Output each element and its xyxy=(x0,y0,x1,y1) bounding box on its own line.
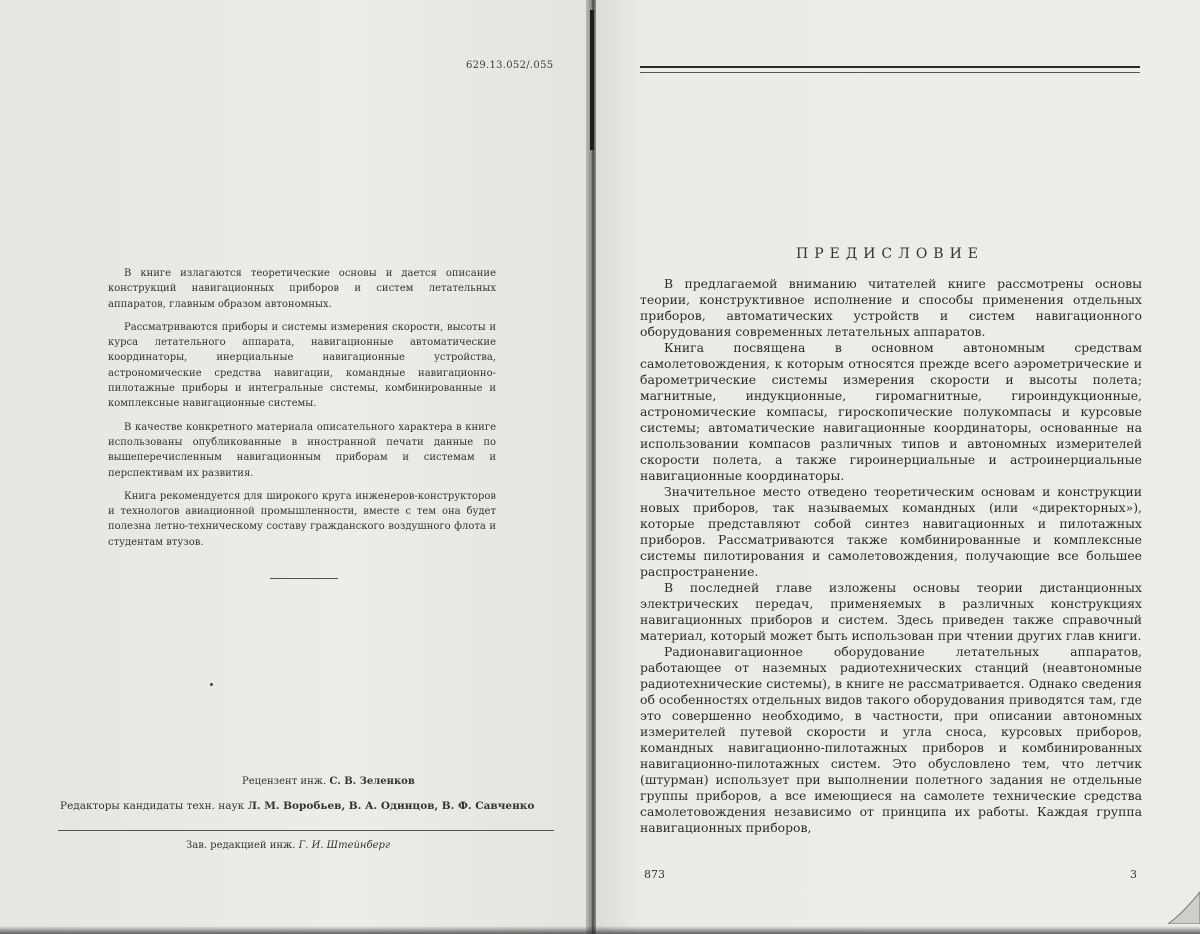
head-editor-name: Г. И. Штейнберг xyxy=(298,840,390,851)
preface-paragraph: В предлагаемой вниманию читателей книге рассмотрены основы теории, конструктивное исполнение и способы применения отдельных приборов, автоматических устройств и систем навигационного оборудования современных летательных аппаратов. xyxy=(640,276,1142,339)
ink-speck xyxy=(210,683,213,686)
abstract-paragraph: В книге излагаются теоретические основы и дается описание конструкций навигационных приборов и систем летательных аппаратов, главным образом автономных. xyxy=(108,268,496,310)
reviewer-name: С. В. Зеленков xyxy=(329,776,415,787)
reviewer-credit xyxy=(242,776,415,787)
preface-title: ПРЕДИСЛОВИЕ xyxy=(795,246,985,262)
preface-paragraph: Значительное место отведено теоретическим основам и конструкции новых приборов, так называемых командных (или «директорных»), которые представляют собой синтез навигационных и пилотажных приборов. Рассматриваются также комбинированные и комплексные системы пилотирования и самолетовождения, получающие все большее распространение. xyxy=(640,484,1142,579)
page-corner-icon xyxy=(1160,884,1200,924)
reviewer-role: Рецензент инж. xyxy=(242,776,327,787)
abstract-divider xyxy=(270,578,338,579)
left-page xyxy=(0,0,588,934)
editors-names: Л. М. Воробьев, В. А. Одинцов, В. Ф. Савченко xyxy=(247,800,535,812)
header-rule-thin xyxy=(640,72,1140,73)
spine-binding xyxy=(590,10,594,150)
book-abstract xyxy=(108,266,496,558)
head-editor-credit xyxy=(186,840,390,851)
bottom-edge-shadow xyxy=(0,926,1200,934)
preface-paragraph: Книга посвящена в основном автономным средствам самолетовождения, к которым относятся прежде всего аэрометрические и барометрические системы измерения скорости и высоты полета; магнитные, индукционные, гиромагнитные, гироиндукционные, астрономические компасы, гироскопические полукомпасы и курсовые системы; автоматические навигационные координаторы, основанные на использовании компасов различных типов и автономных измерителей скорости полета, а также гироинерциальные и астроинерциальные навигационные координаторы. xyxy=(640,340,1142,483)
header-rule xyxy=(640,66,1140,68)
credits-rule xyxy=(58,830,554,831)
abstract-paragraph: Книга рекомендуется для широкого круга инженеров-конструкторов и технологов авиационной промышленности, вместе с тем она будет полезна летно-техническому составу гражданского воздушного флота и студентам втузов. xyxy=(108,490,496,548)
preface-body xyxy=(640,276,1142,836)
head-editor-role: Зав. редакцией инж. xyxy=(186,840,296,851)
editors-role: Редакторы кандидаты техн. наук xyxy=(60,800,245,812)
signature-mark: 873 xyxy=(644,868,665,881)
editors-credit xyxy=(60,800,534,812)
preface-paragraph: Радионавигационное оборудование летательных аппаратов, работающее от наземных радиотехнических станций (неавтономные радиотехнические системы), в книге не рассматривается. Однако сведения об особенностях отдельных видов такого оборудования приводятся там, где это совершенно необходимо, в частности, при описании автономных измерителей путевой скорости и угла сноса, курсовых приборов, командных навигационно-пилотажных приборов и комбинированных навигационно-пилотажных систем. Это обусловлено тем, что летчик (штурман) использует при выполнении полетного задания не отдельные группы приборов, а все имеющиеся на самолете технические средства самолетовождения независимо от принципа их работы. Каждая группа навигационных приборов, xyxy=(640,644,1142,835)
abstract-paragraph: Рассматриваются приборы и системы измерения скорости, высоты и курса летательного аппарата, навигационные автоматические координаторы, инерциальные навигационные устройства, астрономические средства навигации, командные навигационно-пилотажные приборы и интегральные системы, комбинированные и комплексные навигационные системы. xyxy=(108,321,496,410)
udc-code: 629.13.052/.055 xyxy=(466,60,554,71)
page-number: 3 xyxy=(1130,868,1137,881)
preface-paragraph: В последней главе изложены основы теории дистанционных электрических передач, применяемых в различных конструкциях навигационных приборов и систем. Здесь приведен также справочный материал, который может быть использован при чтении других глав книги. xyxy=(640,580,1142,643)
abstract-paragraph: В качестве конкретного материала описательного характера в книге использованы опубликованные в иностранной печати данные по вышеперечисленным навигационным приборам и системам и перспективам их развития. xyxy=(108,421,496,479)
